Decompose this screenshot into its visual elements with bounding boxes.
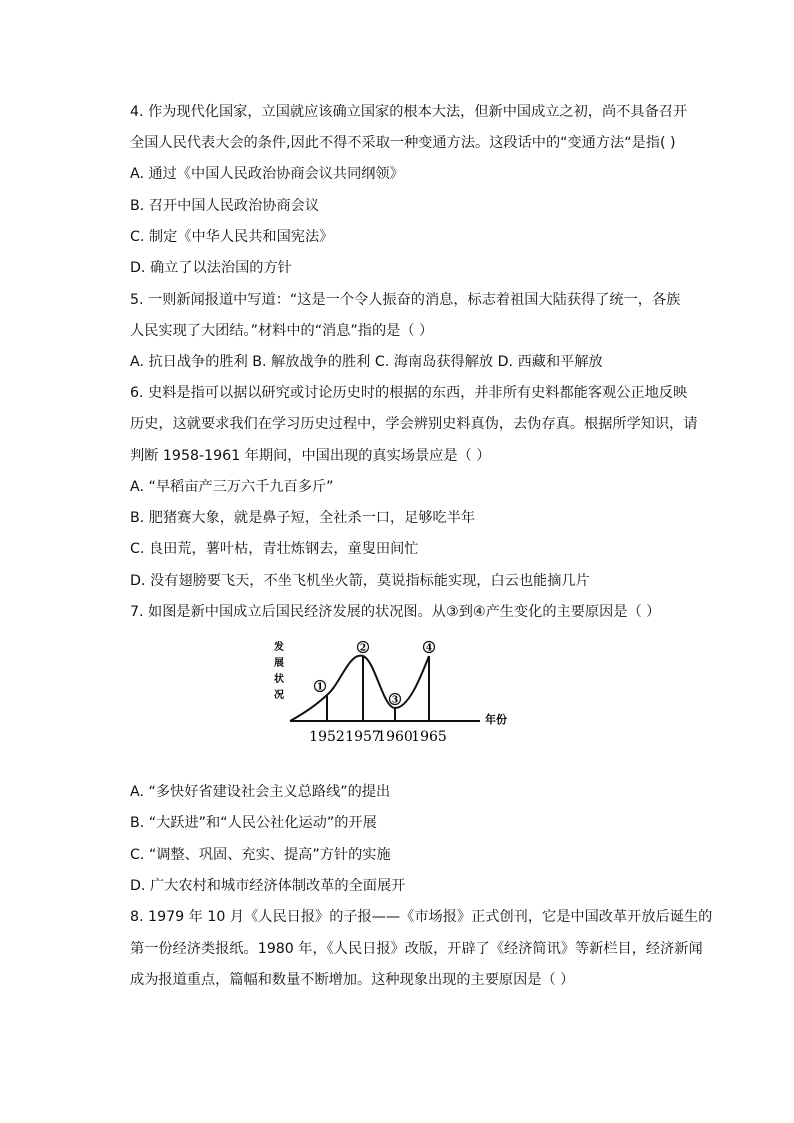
- q7-option-c[interactable]: C. “调整、巩固、充实、提高”方针的实施: [130, 847, 391, 863]
- q4-stem-line1: 4. 作为现代化国家，立国就应该确立国家的根本大法，但新中国成立之初，尚不具备召开: [130, 104, 688, 120]
- x-tick-1957: 1957: [345, 729, 381, 745]
- point-label-3: 3: [391, 695, 399, 706]
- q6-option-a[interactable]: A. “早稻亩产三万六千九百多斤”: [130, 479, 334, 495]
- point-label-2: 2: [359, 643, 367, 654]
- q7-option-b[interactable]: B. “大跃进”和“人民公社化运动”的开展: [130, 815, 377, 831]
- q5-options[interactable]: A. 抗日战争的胜利 B. 解放战争的胜利 C. 海南岛获得解放 D. 西藏和平解放: [130, 354, 603, 370]
- y-axis-label-char-3: 状: [274, 674, 284, 685]
- q4-option-c[interactable]: C. 制定《中华人民共和国宪法》: [130, 229, 334, 245]
- y-axis-label-char-2: 展: [274, 658, 284, 669]
- q8-stem-line1: 8. 1979 年 10 月《人民日报》的子报——《市场报》正式创刊，它是中国改革开放后诞生的: [130, 909, 713, 925]
- q4-option-d[interactable]: D. 确立了以法治国的方针: [130, 260, 292, 276]
- q6-stem-line3: 判断 1958-1961 年期间，中国出现的真实场景应是（ ）: [130, 448, 491, 464]
- q7-option-a[interactable]: A. “多快好省建设社会主义总路线”的提出: [130, 784, 391, 800]
- q5-stem-line1: 5. 一则新闻报道中写道：“这是一个令人振奋的消息，标志着祖国大陆获得了统一，各族: [130, 292, 681, 308]
- x-axis-label: 年份: [485, 713, 507, 726]
- x-tick-1960: 1960: [377, 729, 413, 745]
- q6-stem-line1: 6. 史料是指可以据以研究或讨论历史时的根据的东西，并非所有史料都能客观公正地反映: [130, 385, 688, 401]
- development-curve: [290, 656, 429, 721]
- q8-stem-line3: 成为报道重点，篇幅和数量不断增加。这种现象出现的主要原因是（ ）: [130, 972, 575, 988]
- q4-stem-line2: 全国人民代表大会的条件,因此不得不采取一种变通方法。这段话中的“变通方法“是指( ): [130, 135, 676, 151]
- q6-option-c[interactable]: C. 良田荒，薯叶枯，青壮炼钢去，童叟田间忙: [130, 541, 419, 557]
- x-tick-1965: 1965: [411, 729, 447, 745]
- q4-option-b[interactable]: B. 召开中国人民政治协商会议: [130, 198, 320, 214]
- q8-stem-line2: 第一份经济类报纸。1980 年，《人民日报》改版，开辟了《经济简讯》等新栏目，经济新闻: [130, 941, 703, 957]
- y-axis-label-char-4: 况: [274, 690, 284, 701]
- q6-option-b[interactable]: B. 肥猪赛大象，就是鼻子短，全社杀一口，足够吃半年: [130, 510, 476, 526]
- q7-option-d[interactable]: D. 广大农村和城市经济体制改革的全面展开: [130, 878, 406, 894]
- q6-stem-line2: 历史，这就要求我们在学习历史过程中，学会辨别史料真伪，去伪存真。根据所学知识，请: [130, 416, 698, 432]
- economy-development-chart: [272, 628, 522, 746]
- q5-stem-line2: 人民实现了大团结。”材料中的“消息”指的是（ ）: [130, 323, 434, 339]
- q6-option-d[interactable]: D. 没有翅膀要飞天，不坐飞机坐火箭，莫说指标能实现，白云也能摘几片: [130, 573, 590, 589]
- y-axis-label-char-1: 发: [274, 642, 284, 653]
- point-label-4: 4: [425, 643, 433, 654]
- x-tick-1952: 1952: [309, 729, 345, 745]
- q4-option-a[interactable]: A. 通过《中国人民政治协商会议共同纲领》: [130, 166, 404, 182]
- point-label-1: 1: [316, 682, 324, 693]
- q7-stem-line1: 7. 如图是新中国成立后国民经济发展的状况图。从③到④产生变化的主要原因是（ ）: [130, 604, 661, 620]
